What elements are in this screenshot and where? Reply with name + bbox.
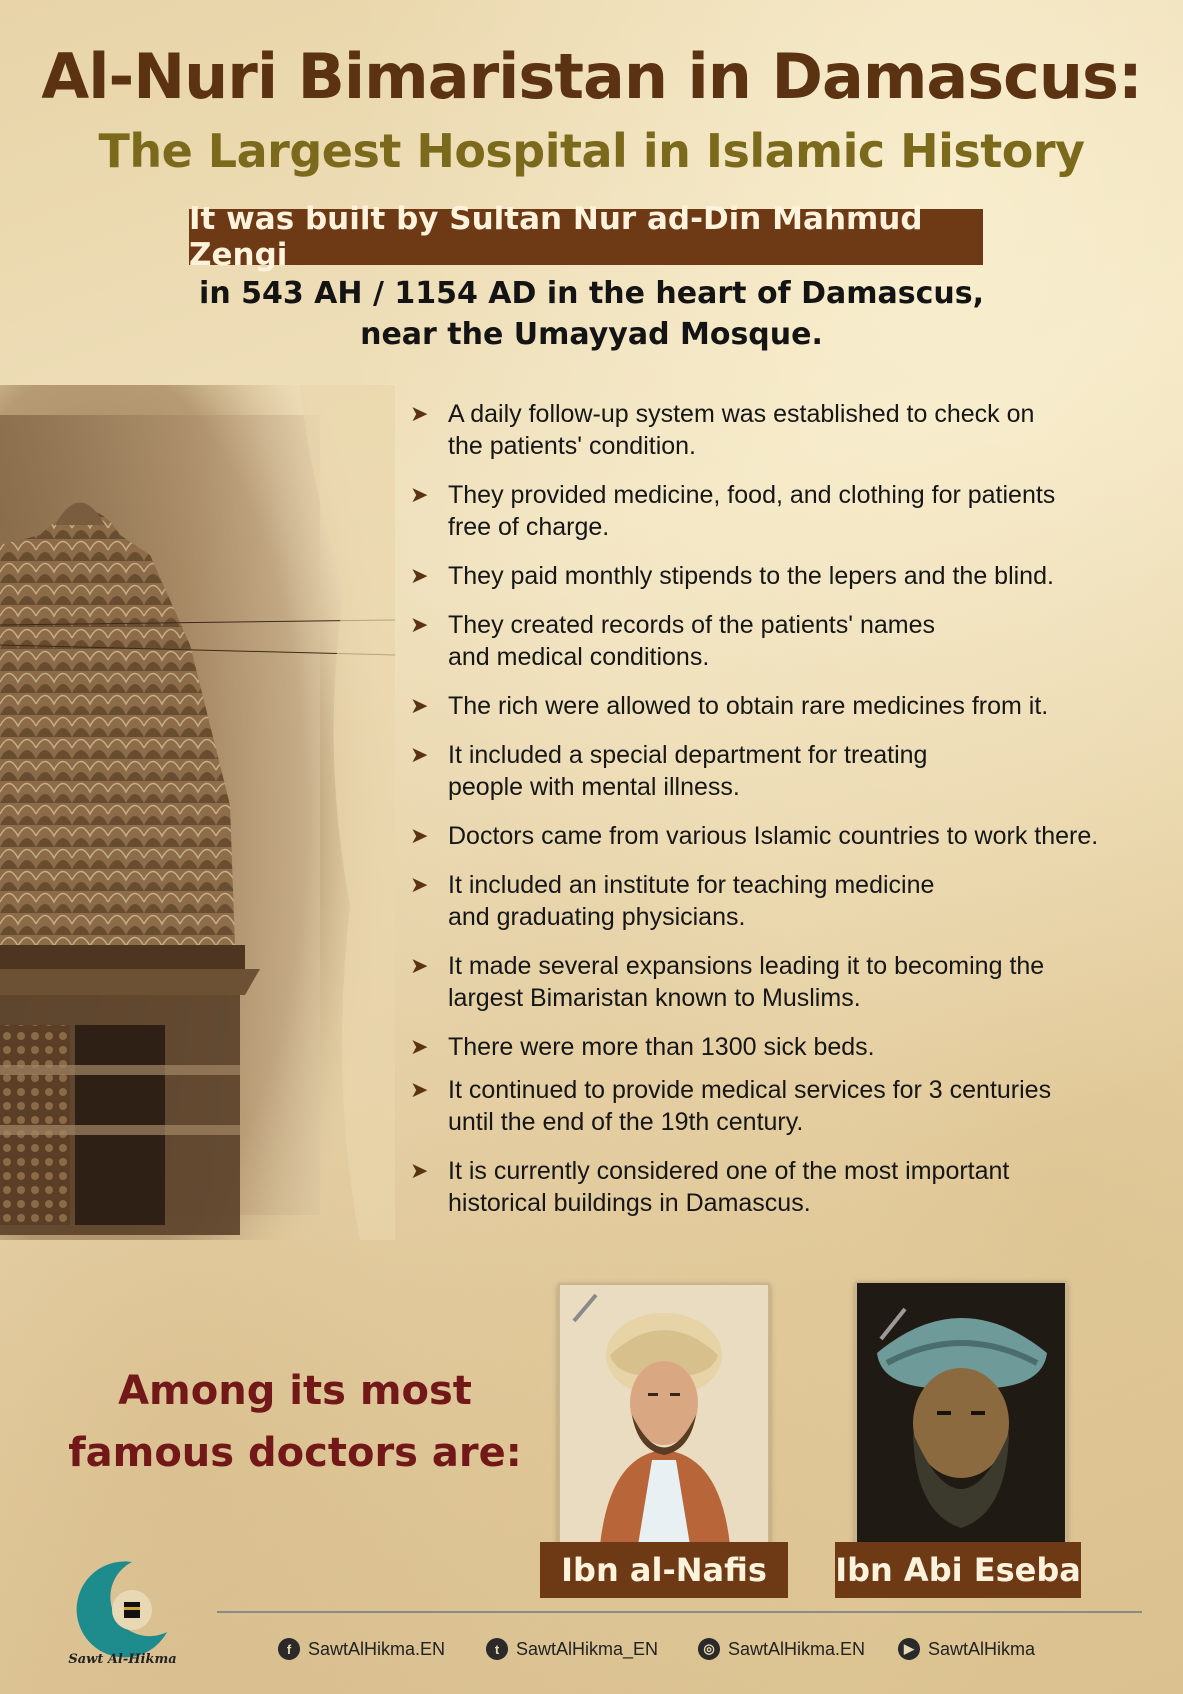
doctors-heading-line1: Among its most: [118, 1368, 472, 1414]
fact-text: The rich were allowed to obtain rare medicines from it.: [448, 692, 1049, 720]
instagram-icon: ◎: [698, 1638, 720, 1660]
social-twitter[interactable]: [486, 1638, 658, 1660]
doctor-name-text: Ibn Abi Eseba: [835, 1551, 1081, 1589]
fact-text: It continued to provide medical services for 3 centuries: [448, 1076, 1052, 1104]
fact-text: the patients' condition.: [448, 432, 696, 460]
arrow-bullet-icon: ➤: [410, 693, 429, 718]
social-handle: SawtAlHikma_EN: [516, 1638, 659, 1659]
social-handle: SawtAlHikma.EN: [728, 1638, 866, 1659]
list-item: [408, 609, 1168, 673]
list-item: [408, 560, 1168, 592]
arrow-bullet-icon: ➤: [410, 612, 429, 637]
list-item: [408, 820, 1168, 852]
builder-banner-text: It was built by Sultan Nur ad-Din Mahmud Zengi: [189, 201, 923, 273]
social-handle: SawtAlHikma.EN: [308, 1638, 446, 1659]
fact-text: people with mental illness.: [448, 773, 740, 801]
fact-text: There were more than 1300 sick beds.: [448, 1033, 875, 1061]
youtube-icon: ▶: [898, 1638, 920, 1660]
fact-text: and medical conditions.: [448, 643, 710, 671]
arrow-bullet-icon: ➤: [410, 823, 429, 848]
location-line: near the Umayyad Mosque.: [360, 317, 823, 352]
fact-text: A daily follow-up system was established to check on: [448, 400, 1035, 428]
arrow-bullet-icon: ➤: [410, 872, 429, 897]
arrow-bullet-icon: ➤: [410, 401, 429, 426]
fact-text: Doctors came from various Islamic countries to work there.: [448, 822, 1099, 850]
arrow-bullet-icon: ➤: [410, 1158, 429, 1183]
brand-name: Sawt Al-Hikma: [68, 1652, 177, 1667]
doctor-name-ibn-abi-eseba: [835, 1542, 1081, 1598]
social-instagram[interactable]: [698, 1638, 865, 1660]
fact-text: It is currently considered one of the most important: [448, 1157, 1010, 1185]
portrait-ibn-al-nafis: [558, 1283, 770, 1547]
fact-text: and graduating physicians.: [448, 903, 746, 931]
list-item: [408, 398, 1168, 462]
doctor-name-text: Ibn al-Nafis: [561, 1551, 767, 1589]
arrow-bullet-icon: ➤: [410, 563, 429, 588]
doctors-heading-line2: famous doctors are:: [68, 1430, 522, 1476]
fact-text: They paid monthly stipends to the lepers and the blind.: [448, 562, 1054, 590]
list-item: [408, 1031, 1168, 1063]
list-item: [408, 479, 1168, 543]
footer-divider: [217, 1611, 1142, 1613]
arrow-bullet-icon: ➤: [410, 482, 429, 507]
portrait-ibn-abi-eseba: [855, 1281, 1067, 1547]
facebook-icon: f: [278, 1638, 300, 1660]
doctor-name-ibn-al-nafis: [540, 1542, 788, 1598]
building-photo: [0, 385, 395, 1240]
arrow-bullet-icon: ➤: [410, 1034, 429, 1059]
fact-text: historical buildings in Damascus.: [448, 1189, 811, 1217]
builder-banner: [189, 201, 983, 273]
fact-text: They created records of the patients' names: [448, 611, 935, 639]
arrow-bullet-icon: ➤: [410, 1077, 429, 1102]
page-subtitle: The Largest Hospital in Islamic History: [98, 124, 1085, 178]
page-title: Al-Nuri Bimaristan in Damascus:: [41, 40, 1142, 113]
arrow-bullet-icon: ➤: [410, 953, 429, 978]
list-item: [408, 690, 1168, 722]
date-location-line: in 543 AH / 1154 AD in the heart of Damascus,: [199, 276, 984, 311]
list-item: [408, 869, 1168, 933]
twitter-icon: t: [486, 1638, 508, 1660]
social-facebook[interactable]: [278, 1638, 445, 1660]
social-youtube[interactable]: [898, 1638, 1035, 1660]
fact-text: free of charge.: [448, 513, 610, 541]
fact-text: largest Bimaristan known to Muslims.: [448, 984, 861, 1012]
fact-text: It made several expansions leading it to becoming the: [448, 952, 1045, 980]
list-item: [408, 1155, 1168, 1219]
fact-text: until the end of the 19th century.: [448, 1108, 804, 1136]
doctors-heading: [60, 1360, 530, 1484]
list-item: [408, 950, 1168, 1014]
fact-text: They provided medicine, food, and clothing for patients: [448, 481, 1056, 509]
arrow-bullet-icon: ➤: [410, 742, 429, 767]
fact-text: It included an institute for teaching medicine: [448, 871, 935, 899]
social-handle: SawtAlHikma: [928, 1638, 1036, 1659]
fact-text: It included a special department for treating: [448, 741, 928, 769]
list-item: [408, 739, 1168, 803]
list-item: [408, 1074, 1168, 1138]
